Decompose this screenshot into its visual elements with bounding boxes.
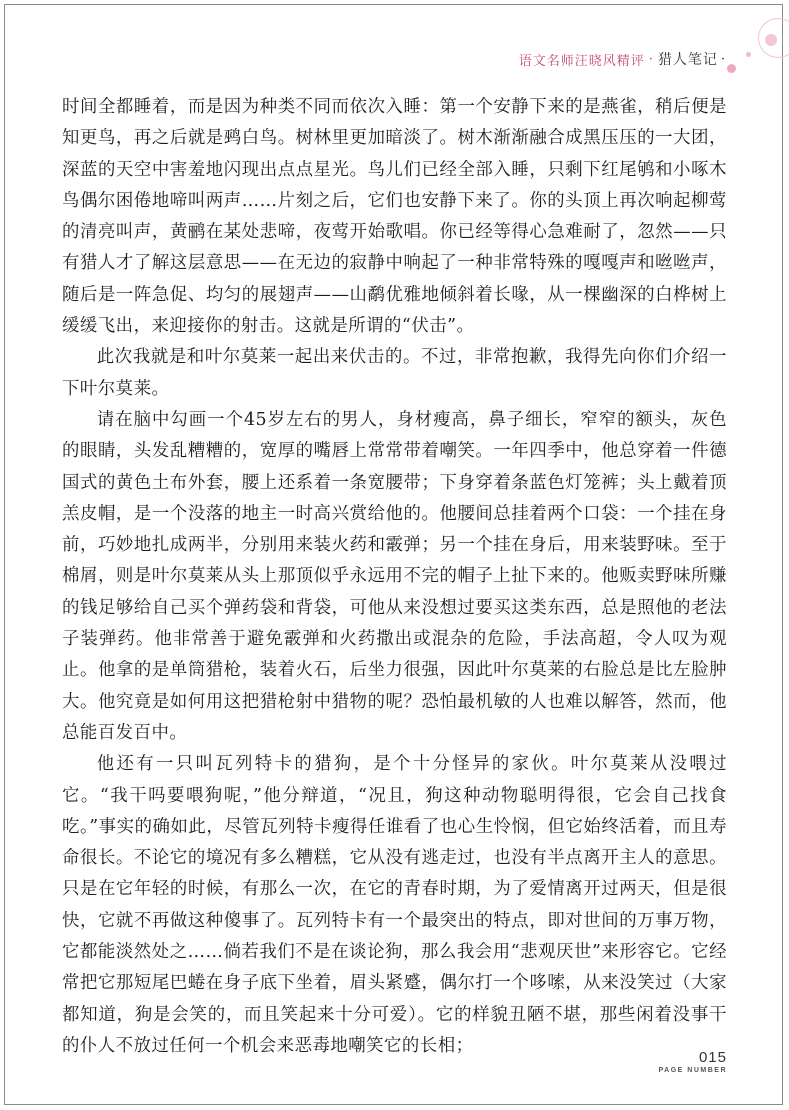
page-number-label: PAGE NUMBER bbox=[658, 1067, 727, 1074]
body-text bbox=[62, 92, 727, 1062]
running-header bbox=[519, 48, 729, 70]
decorative-circle bbox=[746, 52, 751, 57]
paragraph: 请在脑中勾画一个45岁左右的男人，身材瘦高，鼻子细长，窄窄的额头，灰色的眼睛，头发乱糟糟的，宽厚的嘴唇上常常带着嘲笑。一年四季中，他总穿着一件德国式的黄色土布外套，腰上还系着一条宽腰带；下身穿着条蓝色灯笼裤；头上戴着顶羔皮帽，是一个没落的地主一时高兴赏给他的。他腰间总挂着两个口袋：一个挂在身前，巧妙地扎成两半，分别用来装火药和霰弹；另一个挂在身后，用来装野味。至于棉屑，则是叶尔莫莱从头上那顶似乎永远用不完的帽子上扯下来的。他贩卖野味所赚的钱足够给自己买个弹药袋和背袋，可他从来没想过要买这类东西，总是照他的老法子装弹药。他非常善于避免霰弹和火药撒出或混杂的危险，手法高超，令人叹为观止。他拿的是单筒猎枪，装着火石，后坐力很强，因此叶尔莫莱的右脸总是比左脸肿大。他究竟是如何用这把猎枪射中猎物的呢？恐怕最机敏的人也难以解答，然而，他总能百发百中。 bbox=[62, 409, 727, 743]
paragraph: 此次我就是和叶尔莫莱一起出来伏击的。不过，非常抱歉，我得先向你们介绍一下叶尔莫莱。 bbox=[62, 347, 727, 399]
book-title: 猎人笔记 bbox=[657, 52, 718, 68]
header-end-dot: · bbox=[720, 51, 726, 67]
paragraph: 时间全都睡着，而是因为种类不同而依次入睡：第一个安静下来的是燕雀，稍后便是知更鸟，再之后就是鹀白鸟。树林里更加暗淡了。树木渐渐融合成黑压压的一大团，深蓝的天空中害羞地闪现出点点星光。鸟儿们已经全部入睡，只剩下红尾鸲和小啄木鸟偶尔困倦地啼叫两声……片刻之后，它们也安静下来了。你的头顶上再次响起柳莺的清亮叫声，黄鹂在某处悲啼，夜莺开始歌唱。你已经等得心急难耐了，忽然——只有猎人才了解这层意思——在无边的寂静中响起了一种非常特殊的嘎嘎声和咝咝声，随后是一阵急促、均匀的展翅声——山鹬优雅地倾斜着长喙，从一棵幽深的白桦树上缓缓飞出，来迎接你的射击。这就是所谓的“伏击”。 bbox=[62, 97, 727, 337]
header-divider: · bbox=[648, 51, 654, 67]
paragraph: 他还有一只叫瓦列特卡的猎狗，是个十分怪异的家伙。叶尔莫莱从没喂过它。“我干吗要喂狗呢，”他分辩道，“况且，狗这种动物聪明得很，它会自己找食吃。”事实的确如此，尽管瓦列特卡瘦得任谁看了也心生怜悯，但它始终活着，而且寿命很长。不论它的境况有多么糟糕，它从没有逃走过，也没有半点离开主人的意思。只是在它年轻的时候，有那么一次，在它的青春时期，为了爱情离开过两天，但是很快，它就不再做这种傻事了。瓦列特卡有一个最突出的特点，即对世间的万事万物，它都能淡然处之……倘若我们不是在谈论狗，那么我会用“悲观厌世”来形容它。它经常把它那短尾巴蜷在身子底下坐着，眉头紧蹙，偶尔打一个哆嗦，从来没笑过（大家都知道，狗是会笑的，而且笑起来十分可爱）。它的样貌丑陋不堪，那些闲着没事干的仆人不放过任何一个机会来恶毒地嘲笑它的长相； bbox=[62, 754, 727, 1056]
page-footer bbox=[659, 1050, 727, 1076]
decorative-circle bbox=[765, 34, 777, 46]
series-title: 语文名师汪晓风精评 bbox=[518, 53, 645, 69]
page-number: 015 bbox=[698, 1049, 727, 1066]
